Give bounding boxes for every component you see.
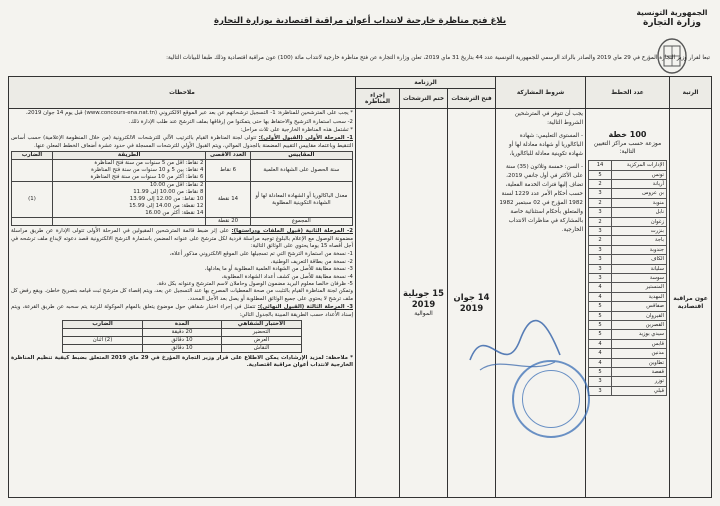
document-item: 3- نسخة مطابقة للأصل من الشهادة العلمية المطلوبة أو ما يعادلها،	[204, 266, 353, 273]
region-name: قفصة	[612, 368, 667, 377]
criteria-max: 20 نقطة	[206, 218, 250, 226]
criteria-header-max: العدد الأقصى	[206, 152, 250, 160]
criteria-row	[12, 182, 353, 218]
region-count: 3	[589, 377, 612, 386]
oral-coef	[63, 329, 142, 337]
closing-note: الموالية	[414, 310, 433, 318]
oral-header-coef: الضارب	[63, 321, 142, 329]
closing-date: 15 جويلية 2019	[403, 288, 444, 310]
stage1-title: 1- المرحلة الأولى (القبول الأولي):	[258, 135, 353, 142]
criteria-scale-item: 2 نقاط: أقل من 5 سنوات من سنة فتح المناظرة	[94, 160, 204, 167]
criteria-name: معدل الباكالوريا أو الشهادة المعادلة لها أو الشهادة التكوينية المطلوبة	[250, 182, 352, 218]
region-name: المهدية	[612, 292, 667, 301]
col-header-notes: ملاحظات	[9, 77, 356, 109]
oral-header-duration: المدة	[142, 321, 221, 329]
condition-item: يجب أن تتوفر في المترشحين الشروط التالية:	[514, 111, 583, 127]
criteria-scale	[52, 160, 205, 182]
region-count: 2	[589, 217, 612, 226]
region-name: القيروان	[612, 311, 667, 320]
region-row	[589, 377, 667, 386]
stage3-title: 3- المرحلة الثالثة (القبول النهائي):	[257, 304, 353, 311]
posts-note: موزعة حسب مراكز التعيين التالية:	[593, 140, 662, 156]
region-row	[589, 170, 667, 179]
region-name: جندوبة	[612, 245, 667, 254]
criteria-scale	[52, 218, 205, 226]
opening-date: 14 جوان 2019	[453, 292, 490, 314]
col-header-conditions: شروط المشاركة	[496, 77, 586, 109]
stage3-text: تتمثل في إجراء اختبار شفاهي حول موضوع يتعلق بالمهام الموكولة للرتبة يتم سحبه عن طريق القرعة، ويتم إسناد الأعداد حسب الطريقة المبينة بالجدول التالي:	[11, 304, 353, 318]
region-count: 2	[589, 198, 612, 207]
region-row	[589, 349, 667, 358]
criteria-max: 6 نقاط	[206, 160, 250, 182]
region-count: 3	[589, 208, 612, 217]
region-row	[589, 245, 667, 254]
oral-header-test: الاختبار الشفاهي	[222, 321, 301, 329]
col-header-closing: ختم الترشحات	[400, 89, 448, 109]
stage2-text2: وتمكن لجنة المناظرة القيام بالتثبت من صحة المعطيات المصرح بها عند التسجيل عن بعد، ويتم إقصاء كل مترشح ثبت قيامه بتصريح خاطئ. ويقع رفض كل ملف ترشح لا يحتوي على جميع الوثائق المطلوبة أو يصل بعد الأجل المحدد.	[11, 288, 353, 302]
stage1-text: تتولى لجنة المناظرة القيام بالترتيب الآلي للترشحات الالكترونية (من خلال المنظومة الإعلامية) حسب أساس التنقيط وباعتماد مقاييس التقييم المضمنة بالجدول الموالي، ويتم القبول الأولي للترشحات المسجلة في حدود عشرة أضعاف الخطط المعلن عنها.	[11, 135, 353, 149]
posts-count: 100 خطة	[608, 130, 647, 140]
criteria-name: سنة الحصول على الشهادة العلمية	[250, 160, 352, 182]
region-row	[589, 208, 667, 217]
grade-cell	[670, 109, 712, 498]
region-row	[589, 226, 667, 235]
document-item: 2- نسخة من بطاقة التعريف الوطنية،	[270, 258, 353, 265]
oral-test: التحضير	[222, 329, 301, 337]
region-name: بنزرت	[612, 226, 667, 235]
region-name: تطاوين	[612, 358, 667, 367]
criteria-table	[11, 151, 353, 226]
oral-duration: 20 دقيقة	[142, 329, 221, 337]
region-row	[589, 311, 667, 320]
region-count: 3	[589, 264, 612, 273]
criteria-scale-item: 8 نقاط: من 10.00 إلى 11.99	[133, 189, 204, 196]
criteria-scale-item: 12 نقطة: من 14.00 إلى 15.99	[129, 203, 204, 210]
criteria-scale-item: 14 نقطة: أكثر من 16.00	[145, 210, 204, 217]
region-name: سليانة	[612, 264, 667, 273]
region-row	[589, 264, 667, 273]
posts-cell	[586, 109, 670, 498]
oral-coef: (2) اثنان	[63, 337, 142, 345]
region-count: 3	[589, 189, 612, 198]
region-name: مدنين	[612, 349, 667, 358]
region-count: 14	[589, 161, 612, 170]
region-row	[589, 292, 667, 301]
region-row	[589, 198, 667, 207]
grade-name: عون مراقبة اقتصادية	[673, 295, 708, 311]
region-name: الإدارات المركزية	[612, 161, 667, 170]
criteria-scale-item: 4 نقاط: بين 5 و 10 سنوات من سنة فتح المناظرة	[91, 167, 204, 174]
criteria-row	[12, 218, 353, 226]
region-row	[589, 339, 667, 348]
apply-intro: * يجب على المترشحين للمناظرة: 1- التسجيل ترشحاتهم عن بعد عبر الموقع الالكتروني (www.concours-ena.nat.tn) قبل يوم 14 جوان 2019،	[25, 110, 353, 117]
region-row	[589, 161, 667, 170]
region-name: أريانة	[612, 179, 667, 188]
region-count: 5	[589, 321, 612, 330]
criteria-header-criteria: المقاييس	[250, 152, 352, 160]
region-row	[589, 321, 667, 330]
region-count: 3	[589, 245, 612, 254]
letterhead	[630, 8, 714, 28]
criteria-coef: (1)	[12, 182, 53, 218]
region-count: 5	[589, 311, 612, 320]
region-row	[589, 217, 667, 226]
region-row	[589, 302, 667, 311]
oral-row	[63, 329, 301, 337]
ministry-name: وزارة التجارة	[643, 18, 701, 28]
oral-duration: 10 دقائق	[142, 345, 221, 353]
oral-row	[63, 345, 301, 353]
criteria-scale-item: 10 نقاط: من 12.00 إلى 13.99	[129, 196, 204, 203]
region-count: 4	[589, 358, 612, 367]
competition-date-cell	[355, 109, 399, 498]
apply-step2: 2- سحب استمارة الترشيح والاحتفاظ بها حتى يتمكنوا من إرفاقها بملف الترشح عند طلب الإدارة ذلك.	[128, 118, 353, 125]
competition-table	[8, 76, 712, 498]
region-row	[589, 189, 667, 198]
region-row	[589, 255, 667, 264]
region-name: سيدي بوزيد	[612, 330, 667, 339]
criteria-scale	[52, 182, 205, 218]
region-name: توزر	[612, 377, 667, 386]
document-item: 4- نسخة مطابقة للأصل من كشف أعداد الشهادة المطلوبة،	[221, 273, 353, 280]
final-note: * ملاحظة: لمزيد الإرشادات يمكن الاطلاع على قرار وزير التجارة المؤرخ في 29 ماي 2019 المتعلق بضبط كيفية تنظيم المناظرة الخارجية لانتداب أعوان مراقبة اقتصادية.	[11, 355, 353, 369]
criteria-row	[12, 160, 353, 182]
region-name: صفاقس	[612, 302, 667, 311]
region-count: 4	[589, 339, 612, 348]
document-item: 1- نسخة من استمارة الترشح التي تم تسجيلها على الموقع الالكتروني مذكور أعلاه،	[169, 251, 353, 258]
criteria-name: المجموع	[250, 218, 352, 226]
region-row	[589, 330, 667, 339]
criteria-max: 14 نقطة	[206, 182, 250, 218]
region-count: 3	[589, 274, 612, 283]
col-header-competition: إجراء المناظرة	[355, 89, 399, 109]
region-name: نابل	[612, 208, 667, 217]
region-row	[589, 179, 667, 188]
criteria-coef	[12, 160, 53, 182]
criteria-header-coef: الضارب	[12, 152, 53, 160]
region-name: زغوان	[612, 217, 667, 226]
criteria-coef	[12, 218, 53, 226]
region-name: باجة	[612, 236, 667, 245]
criteria-scale-item: 2 نقاط: أقل من 10.00	[149, 182, 204, 189]
region-row	[589, 274, 667, 283]
official-stamp-icon	[512, 360, 590, 438]
col-header-opening: فتح الترشحات	[448, 89, 496, 109]
region-row	[589, 358, 667, 367]
region-name: المنستير	[612, 283, 667, 292]
region-count: 4	[589, 349, 612, 358]
criteria-header-scale: الطريقة	[52, 152, 205, 160]
oral-duration: 10 دقائق	[142, 337, 221, 345]
region-count: 5	[589, 330, 612, 339]
oral-test: العرض	[222, 337, 301, 345]
region-row	[589, 283, 667, 292]
region-count: 2	[589, 179, 612, 188]
region-row	[589, 368, 667, 377]
region-name: منوبة	[612, 198, 667, 207]
region-row	[589, 386, 667, 395]
conditions-list	[498, 110, 583, 235]
region-name: الكاف	[612, 255, 667, 264]
region-count: 3	[589, 255, 612, 264]
regions-table	[588, 160, 667, 396]
condition-item: - المستوى التعليمي: شهادة الباكالوريا أو شهادة معادلة لها أو شهادة تكوينية معادلة للباكالوريا،	[509, 133, 583, 158]
col-header-posts: عدد الخطط	[586, 77, 670, 109]
region-count: 3	[589, 386, 612, 395]
documents-list	[11, 251, 353, 288]
region-count: 4	[589, 292, 612, 301]
stage2-text: على إثر ضبط قائمة المترشحين المقبولين في المرحلة الأولى تتولى الإدارة عن طريق مراسلة مضمونة الوصول مع الإعلام بالبلوغ توجيه مراسلة فردية لكل مترشح على عنوانه المضمن باستمارة الترشح الالكترونية قصد دعوته لإيداع ملف ترشحه في أجل أقصاه 15 يوما يحتوي على الوثائق التالية:	[11, 228, 353, 249]
region-count: 4	[589, 283, 612, 292]
region-count: 3	[589, 226, 612, 235]
region-count: 5	[589, 302, 612, 311]
region-name: قابس	[612, 339, 667, 348]
criteria-scale-item: 6 نقاط: أكثر من 10 سنوات من سنة فتح المناظرة	[90, 174, 204, 181]
oral-row	[63, 337, 301, 345]
region-name: بن عروس	[612, 189, 667, 198]
country-name: الجمهورية التونسية	[636, 8, 708, 17]
oral-coef	[63, 345, 142, 353]
region-name: سوسة	[612, 274, 667, 283]
page-title: بلاغ فتح مناظرة خارجية لانتداب أعوان مراقبة اقتصادية بوزارة التجارة	[213, 16, 507, 26]
intro-paragraph: تبعا لقرار وزير التجارة المؤرخ في 29 ماي 2019 والصادر بالرائد الرسمي للجمهورية التونسية عدد 44 بتاريخ 31 ماي 2019، تعلن وزارة التجارة عن فتح مناظرة خارجية لانتداب مائة (100) عون مراقبة اقتصادية وذلك طبقا للبيانات التالية:	[166, 55, 710, 61]
region-count: 2	[589, 236, 612, 245]
closing-date-cell	[400, 109, 448, 498]
col-header-schedule: الرزنامة	[355, 77, 495, 89]
condition-item: - السن: خمسة وثلاثون (35) سنة على الأكثر في أول جانفي 2019، تضاف إليها فترات الخدمة الفعلية، حسب أحكام الأمر عدد 1229 لسنة 1982 المؤرخ في 02 سبتمبر 1982 والمتعلق بأحكام استثنائية خاصة بالمشاركة في مناظرات الانتداب الخارجية.	[499, 164, 583, 234]
region-name: تونس	[612, 170, 667, 179]
region-row	[589, 236, 667, 245]
notes-cell	[9, 109, 356, 498]
stages-intro: * تشتمل هذه المناظرة الخارجية على ثلاث مراحل:	[240, 126, 353, 133]
region-count: 5	[589, 368, 612, 377]
col-header-grade: الرتبة	[670, 77, 712, 109]
oral-test-table	[62, 320, 301, 353]
document-item: 5- ظرفان خالصا معلوم البريد مضمون الوصول وحاملان لاسم المترشح وعنوانه بكل دقة.	[156, 281, 353, 288]
oral-test: النقاش	[222, 345, 301, 353]
region-count: 5	[589, 170, 612, 179]
region-name: القصرين	[612, 321, 667, 330]
stage2-title: 2- المرحلة الثانية (قبول الملفات ودراستها):	[231, 228, 353, 235]
region-name: قبلي	[612, 386, 667, 395]
